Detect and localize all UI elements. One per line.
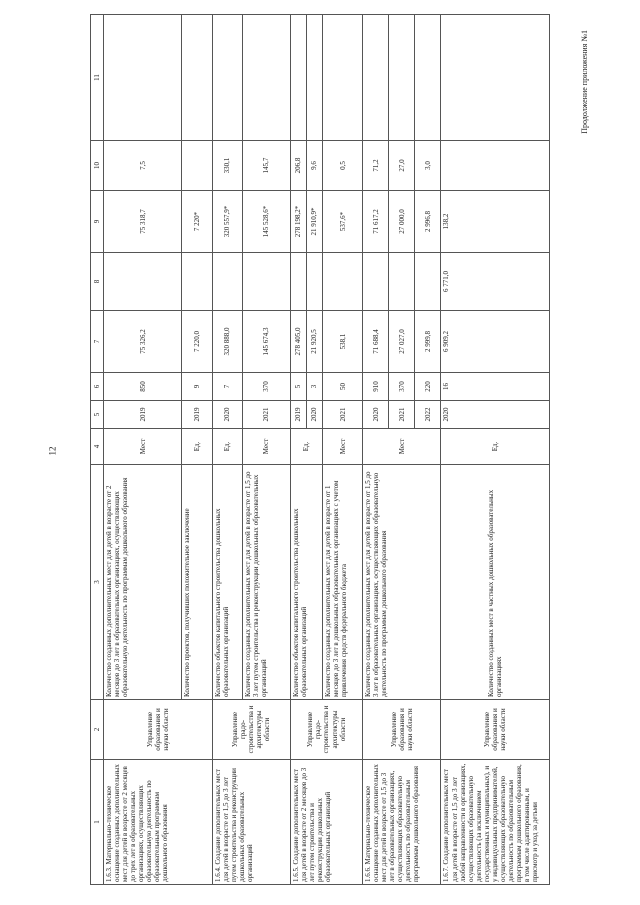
col11-cell [322,15,362,141]
indicator-cell: Количество объектов капитального строительства дошкольных образовательных организаций [290,465,322,700]
col11-cell [242,15,290,141]
col9-cell: 27 000,0 [389,191,415,253]
activity-cell: 1.6.5. Создание дополнительных мест для детей в возрасте от 2 месяцев до 3 лет путем строительства и реконструкции дошкольных образовательных организаций [290,760,362,885]
col10-cell: 145,7 [242,141,290,191]
col8-cell [104,253,182,311]
page-caption: Продолжение приложения №1 [580,30,589,134]
year-cell: 2021 [322,401,362,429]
header-cell: 5 [91,401,104,429]
table-row [441,15,550,885]
indicator-cell: Количество созданных дополнительных мест для детей в возрасте от 1,5 до 3 лет путем строительства и реконструкции дошкольных образовательных организаций [242,465,290,700]
total-cell: 320 888,0 [212,311,242,373]
header-cell: 9 [91,191,104,253]
executor-cell: Управление образования и науки области [441,700,550,760]
col9-cell: 537,6* [322,191,362,253]
unit-cell: Мест [104,429,182,465]
value-cell: 370 [242,373,290,401]
executor-cell: Управление градо-строительства и архитектуры области [212,700,290,760]
col8-cell [290,253,306,311]
indicator-cell: Количество созданных мест в частных дошкольных образовательных организациях [441,465,550,700]
header-cell: 7 [91,311,104,373]
col8-cell [242,253,290,311]
col11-cell [441,15,550,141]
year-cell: 2020 [363,401,389,429]
unit-cell: Ед. [441,429,550,465]
value-cell: 16 [441,373,550,401]
header-cell: 1 [91,760,104,885]
header-cell: 2 [91,700,104,760]
col9-cell: 71 617,2 [363,191,389,253]
unit-cell: Ед. [182,429,212,465]
value-cell: 7 [212,373,242,401]
total-cell: 2 999,8 [415,311,441,373]
col8-cell [415,253,441,311]
activity-cell: 1.6.7. Создание дополнительных мест для детей в возрасте от 1,5 до 3 лет любой направленности в организациях, осуществляющих образовательную деятельность (за исключением государственных и муниципальных), и у индивидуальных предпринимателей, осуществляющих образовательную деятельность по образовательным программам дошкольного образования, в том числе адаптированным, и присмотр и уход за детьми [441,760,550,885]
col9-cell: 21 910,9* [306,191,322,253]
col11-cell [212,15,242,141]
col10-cell: 206,8 [290,141,306,191]
header-cell: 11 [91,15,104,141]
executor-cell: Управление градо-строительства и архитектуры области [290,700,362,760]
value-cell: 9 [182,373,212,401]
header-cell: 10 [91,141,104,191]
table-wrap [90,15,550,885]
value-cell: 910 [363,373,389,401]
header-row [91,15,104,885]
header-cell: 4 [91,429,104,465]
col9-cell: 320 557,9* [212,191,242,253]
total-cell: 145 674,3 [242,311,290,373]
col8-cell [212,253,242,311]
indicator-cell: Количество созданных дополнительных мест для детей в возрасте от 1,5 до 3 лет в образовательных организациях, осуществляющих образовательную деятельность по программам дошкольного образования [363,465,441,700]
program-table [90,14,550,885]
total-cell: 21 920,5 [306,311,322,373]
table-row [212,15,242,885]
table-row [104,15,182,885]
col9-cell: 75 318,7 [104,191,182,253]
page-number: 12 [47,446,58,456]
header-cell: 8 [91,253,104,311]
indicator-cell: Количество объектов капитального строительства дошкольных образовательных организаций [212,465,242,700]
col11-cell [415,15,441,141]
total-cell: 75 326,2 [104,311,182,373]
col10-cell [182,141,212,191]
total-cell: 538,1 [322,311,362,373]
executor-cell: Управление образования и науки области [104,700,212,760]
activity-cell: 1.6.6. Материально-техническое оснащение созданных дополнительных мест для детей в возрасте от 1,5 до 3 лет в образовательных организациях, осуществляющих образовательную деятельность по образовательным программам дошкольного образования [363,760,441,885]
col11-cell [290,15,306,141]
col10-cell: 71,2 [363,141,389,191]
value-cell: 5 [290,373,306,401]
col10-cell: 27,0 [389,141,415,191]
year-cell: 2020 [441,401,550,429]
col10-cell: 330,1 [212,141,242,191]
year-cell: 2021 [389,401,415,429]
total-cell: 7 220,0 [182,311,212,373]
col11-cell [363,15,389,141]
executor-cell: Управление образования и науки области [363,700,441,760]
col10-cell: 7,5 [104,141,182,191]
col9-cell: 145 528,6* [242,191,290,253]
header-cell: 6 [91,373,104,401]
total-cell: 71 688,4 [363,311,389,373]
total-cell: 6 909,2 [441,311,550,373]
col8-cell [306,253,322,311]
col10-cell [441,141,550,191]
total-cell: 278 405,0 [290,311,306,373]
year-cell: 2019 [104,401,182,429]
col9-cell: 2 996,8 [415,191,441,253]
unit-cell: Мест [363,429,441,465]
table-row [290,15,306,885]
col8-cell [182,253,212,311]
unit-cell: Мест [242,429,290,465]
col11-cell [306,15,322,141]
col10-cell: 9,6 [306,141,322,191]
activity-cell: 1.6.3. Материально-техническое оснащение созданных дополнительных мест для детей в возрасте от 2 месяцев до трех лет в образовательных организациях, осуществляющих образовательную деятельность по образовательным программам дошкольного образования [104,760,212,885]
value-cell: 3 [306,373,322,401]
year-cell: 2021 [242,401,290,429]
value-cell: 850 [104,373,182,401]
year-cell: 2020 [212,401,242,429]
col9-cell: 138,2 [441,191,550,253]
col8-cell [389,253,415,311]
unit-cell: Ед. [290,429,322,465]
col10-cell: 0,5 [322,141,362,191]
value-cell: 50 [322,373,362,401]
header-cell: 3 [91,465,104,700]
col8-cell [363,253,389,311]
col9-cell: 7 220* [182,191,212,253]
col8-cell: 6 771,0 [441,253,550,311]
unit-cell: Ед. [212,429,242,465]
col11-cell [104,15,182,141]
year-cell: 2019 [182,401,212,429]
value-cell: 370 [389,373,415,401]
indicator-cell: Количество созданных дополнительных мест для детей в возрасте от 1 месяцев до 3 лет в дошкольных образовательных организациях с учетом привлечения средств федерального бюджета [322,465,362,700]
year-cell: 2022 [415,401,441,429]
col9-cell: 278 198,2* [290,191,306,253]
activity-cell: 1.6.4. Создание дополнительных мест для детей в возрасте от 1,5 до 3 лет путем строительства и реконструкции дошкольных образовательных организаций [212,760,290,885]
table-row [363,15,389,885]
year-cell: 2020 [306,401,322,429]
col8-cell [322,253,362,311]
year-cell: 2019 [290,401,306,429]
value-cell: 220 [415,373,441,401]
unit-cell: Мест [322,429,362,465]
col11-cell [182,15,212,141]
page-caption-wrap [580,30,600,230]
indicator-cell: Количество созданных дополнительных мест для детей в возрасте от 2 месяцев до 3 лет в образовательных организациях, осуществляющих образовательную деятельность по программам дошкольного образования [104,465,182,700]
total-cell: 27 027,0 [389,311,415,373]
col11-cell [389,15,415,141]
indicator-cell: Количество проектов, получивших положительное заключение [182,465,212,700]
col10-cell: 3,0 [415,141,441,191]
